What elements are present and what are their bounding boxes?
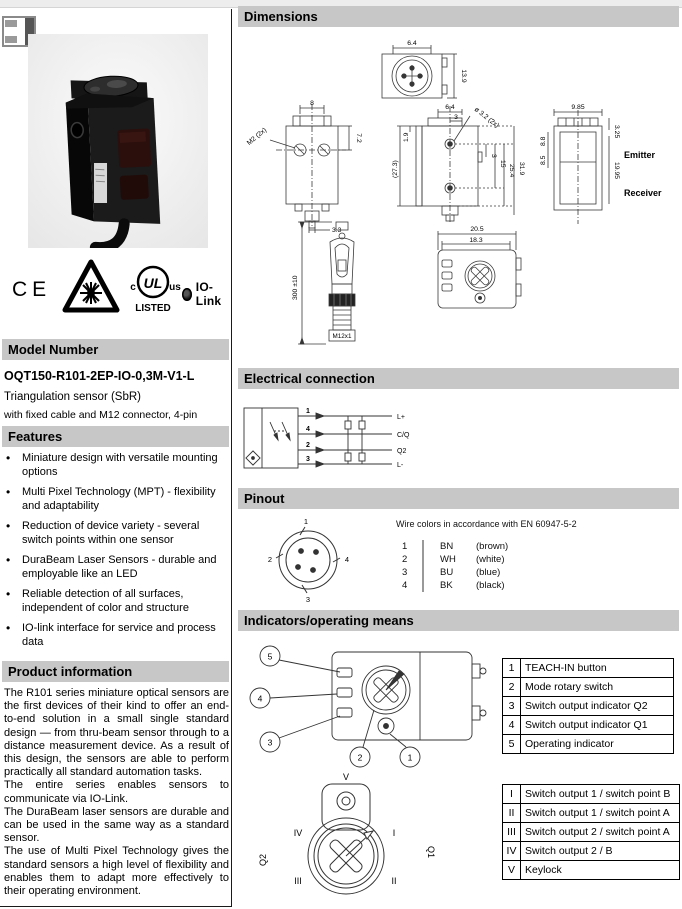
svg-text:4: 4 bbox=[344, 555, 350, 564]
svg-text:Q1: Q1 bbox=[426, 845, 436, 859]
svg-text:13.9: 13.9 bbox=[460, 69, 467, 83]
wire-row: 2 WH (white) bbox=[402, 554, 505, 565]
left-column-bottom-rule bbox=[0, 906, 231, 907]
svg-text:LISTED: LISTED bbox=[135, 303, 171, 314]
paragraph: The DuraBeam laser sensors are durable and can be used in the same way as a standard sensor. bbox=[4, 805, 229, 845]
table-row: 1 TEACH-IN button bbox=[503, 659, 674, 678]
svg-text:Receiver: Receiver bbox=[624, 188, 662, 198]
svg-text:L+: L+ bbox=[397, 414, 405, 421]
table-row: IV Switch output 2 / B bbox=[503, 842, 680, 861]
svg-text:3: 3 bbox=[305, 595, 311, 604]
svg-text:5: 5 bbox=[267, 651, 273, 662]
svg-text:8.5: 8.5 bbox=[540, 155, 547, 165]
model-number: OQT150-R101-2EP-IO-0,3M-V1-L bbox=[4, 369, 195, 383]
svg-text:8: 8 bbox=[310, 100, 314, 107]
paragraph: The entire series enables sensors to communicate via IO-Link. bbox=[4, 779, 229, 805]
indicators-device-diagram bbox=[240, 638, 502, 768]
svg-text:II: II bbox=[391, 876, 397, 886]
svg-text:us: us bbox=[169, 282, 181, 293]
svg-text:3: 3 bbox=[267, 737, 273, 748]
svg-text:L-: L- bbox=[397, 462, 404, 469]
table-row: III Switch output 2 / switch point A bbox=[503, 823, 680, 842]
svg-text:6.4: 6.4 bbox=[407, 40, 417, 47]
svg-text:4: 4 bbox=[306, 426, 310, 433]
model-type: Triangulation sensor (SbR) bbox=[4, 391, 141, 403]
ce-mark: CE bbox=[12, 278, 52, 301]
svg-text:15: 15 bbox=[499, 160, 506, 168]
table-row: II Switch output 1 / switch point A bbox=[503, 804, 680, 823]
svg-text:M2 (2x): M2 (2x) bbox=[245, 126, 269, 147]
feature-item: • IO-link interface for service and process data bbox=[4, 622, 228, 649]
feature-item: • Miniature design with versatile mounting options bbox=[4, 452, 228, 479]
svg-text:1: 1 bbox=[306, 408, 310, 415]
iolink-icon bbox=[182, 288, 192, 301]
svg-text:UL: UL bbox=[143, 275, 163, 291]
section-product-information: Product information bbox=[2, 661, 229, 682]
svg-text:19.95: 19.95 bbox=[613, 162, 620, 180]
pinout-connector-diagram bbox=[260, 514, 360, 604]
svg-text:7.2: 7.2 bbox=[355, 133, 362, 143]
svg-text:Emitter: Emitter bbox=[624, 150, 656, 160]
table-row: 3 Switch output indicator Q2 bbox=[503, 697, 674, 716]
table-row: V Keylock bbox=[503, 861, 680, 880]
svg-text:V: V bbox=[342, 772, 350, 782]
svg-text:3.3: 3.3 bbox=[332, 227, 342, 234]
svg-text:20.5: 20.5 bbox=[470, 226, 484, 233]
svg-text:M12x1: M12x1 bbox=[332, 333, 352, 340]
svg-text:18.3: 18.3 bbox=[469, 237, 483, 244]
svg-text:2: 2 bbox=[267, 555, 273, 564]
rotary-switch-diagram bbox=[246, 770, 446, 905]
svg-text:1: 1 bbox=[303, 517, 309, 526]
svg-text:1: 1 bbox=[407, 752, 413, 763]
electrical-connection-diagram bbox=[240, 394, 450, 482]
section-indicators: Indicators/operating means bbox=[238, 610, 679, 631]
table-row: I Switch output 1 / switch point B bbox=[503, 785, 680, 804]
svg-text:31.9: 31.9 bbox=[518, 162, 525, 176]
svg-text:IV: IV bbox=[293, 828, 303, 838]
svg-text:Q2: Q2 bbox=[397, 448, 407, 455]
svg-text:2: 2 bbox=[306, 442, 310, 449]
svg-text:1.9: 1.9 bbox=[403, 132, 410, 142]
table-row: 5 Operating indicator bbox=[503, 735, 674, 754]
product-information-text bbox=[4, 687, 229, 898]
svg-text:C/Q: C/Q bbox=[397, 432, 410, 439]
iolink-text: IO-Link bbox=[195, 280, 222, 308]
paragraph: The R101 series miniature optical sensors are the first devices of their kind to offer an end-to-end solution in a small single standard design — from thru-beam sensor through to a distance measurement device. As a result of this design, the sensors are able to perform practically all standard automation tasks. bbox=[4, 687, 229, 779]
feature-item: • Multi Pixel Technology (MPT) - flexibility and adaptability bbox=[4, 486, 228, 513]
svg-text:25.4: 25.4 bbox=[508, 164, 515, 178]
svg-text:3: 3 bbox=[306, 456, 310, 463]
section-features: Features bbox=[2, 426, 229, 447]
wire-row: 4 BK (black) bbox=[402, 580, 505, 591]
section-dimensions: Dimensions bbox=[238, 6, 679, 27]
laser-warning-icon bbox=[62, 258, 120, 316]
svg-text:6.4: 6.4 bbox=[445, 104, 455, 111]
svg-text:4: 4 bbox=[257, 693, 263, 704]
certification-row bbox=[4, 256, 228, 326]
product-photo bbox=[28, 34, 208, 248]
wire-row: 3 BU (blue) bbox=[402, 567, 501, 578]
section-pinout: Pinout bbox=[238, 488, 679, 509]
svg-text:I: I bbox=[392, 828, 396, 838]
svg-text:Q2: Q2 bbox=[258, 853, 268, 867]
logo-symbol bbox=[4, 18, 25, 45]
ul-listed-icon bbox=[122, 262, 184, 318]
wire-row: 1 BN (brown) bbox=[402, 541, 509, 552]
feature-item: • Reduction of device variety - several switch points within one sensor bbox=[4, 520, 228, 547]
column-divider bbox=[231, 9, 232, 907]
iolink-logo bbox=[182, 280, 228, 308]
model-connection: with fixed cable and M12 connector, 4-pin bbox=[4, 409, 198, 421]
section-model-number: Model Number bbox=[2, 339, 229, 360]
table-row: 4 Switch output indicator Q1 bbox=[503, 716, 674, 735]
svg-text:9.85: 9.85 bbox=[571, 104, 585, 111]
features-list bbox=[4, 452, 228, 656]
svg-text:III: III bbox=[294, 876, 302, 886]
svg-text:8.8: 8.8 bbox=[540, 136, 547, 146]
svg-text:(27.3): (27.3) bbox=[392, 160, 399, 178]
svg-text:3: 3 bbox=[490, 154, 497, 158]
rotary-positions-table bbox=[502, 784, 680, 880]
section-electrical-connection: Electrical connection bbox=[238, 368, 679, 389]
svg-text:3.25: 3.25 bbox=[613, 125, 620, 139]
svg-text:ø 3.2 (2x): ø 3.2 (2x) bbox=[472, 106, 501, 130]
svg-text:3: 3 bbox=[454, 114, 458, 121]
svg-text:300 ±10: 300 ±10 bbox=[292, 275, 299, 300]
wire-colors-note: Wire colors in accordance with EN 60947-5-2 bbox=[396, 519, 577, 529]
dimensions-drawing bbox=[240, 30, 680, 364]
paragraph: The use of Multi Pixel Technology gives the standard sensors a high level of flexibility and enables them to adapt more effectively to their operating environment. bbox=[4, 845, 229, 898]
feature-item: • Reliable detection of all surfaces, independent of color and structure bbox=[4, 588, 228, 615]
svg-text:2: 2 bbox=[357, 752, 363, 763]
svg-text:c: c bbox=[130, 282, 136, 293]
table-row: 2 Mode rotary switch bbox=[503, 678, 674, 697]
indicators-table bbox=[502, 658, 674, 754]
feature-item: • DuraBeam Laser Sensors - durable and employable like an LED bbox=[4, 554, 228, 581]
wire-color-table bbox=[402, 540, 536, 592]
